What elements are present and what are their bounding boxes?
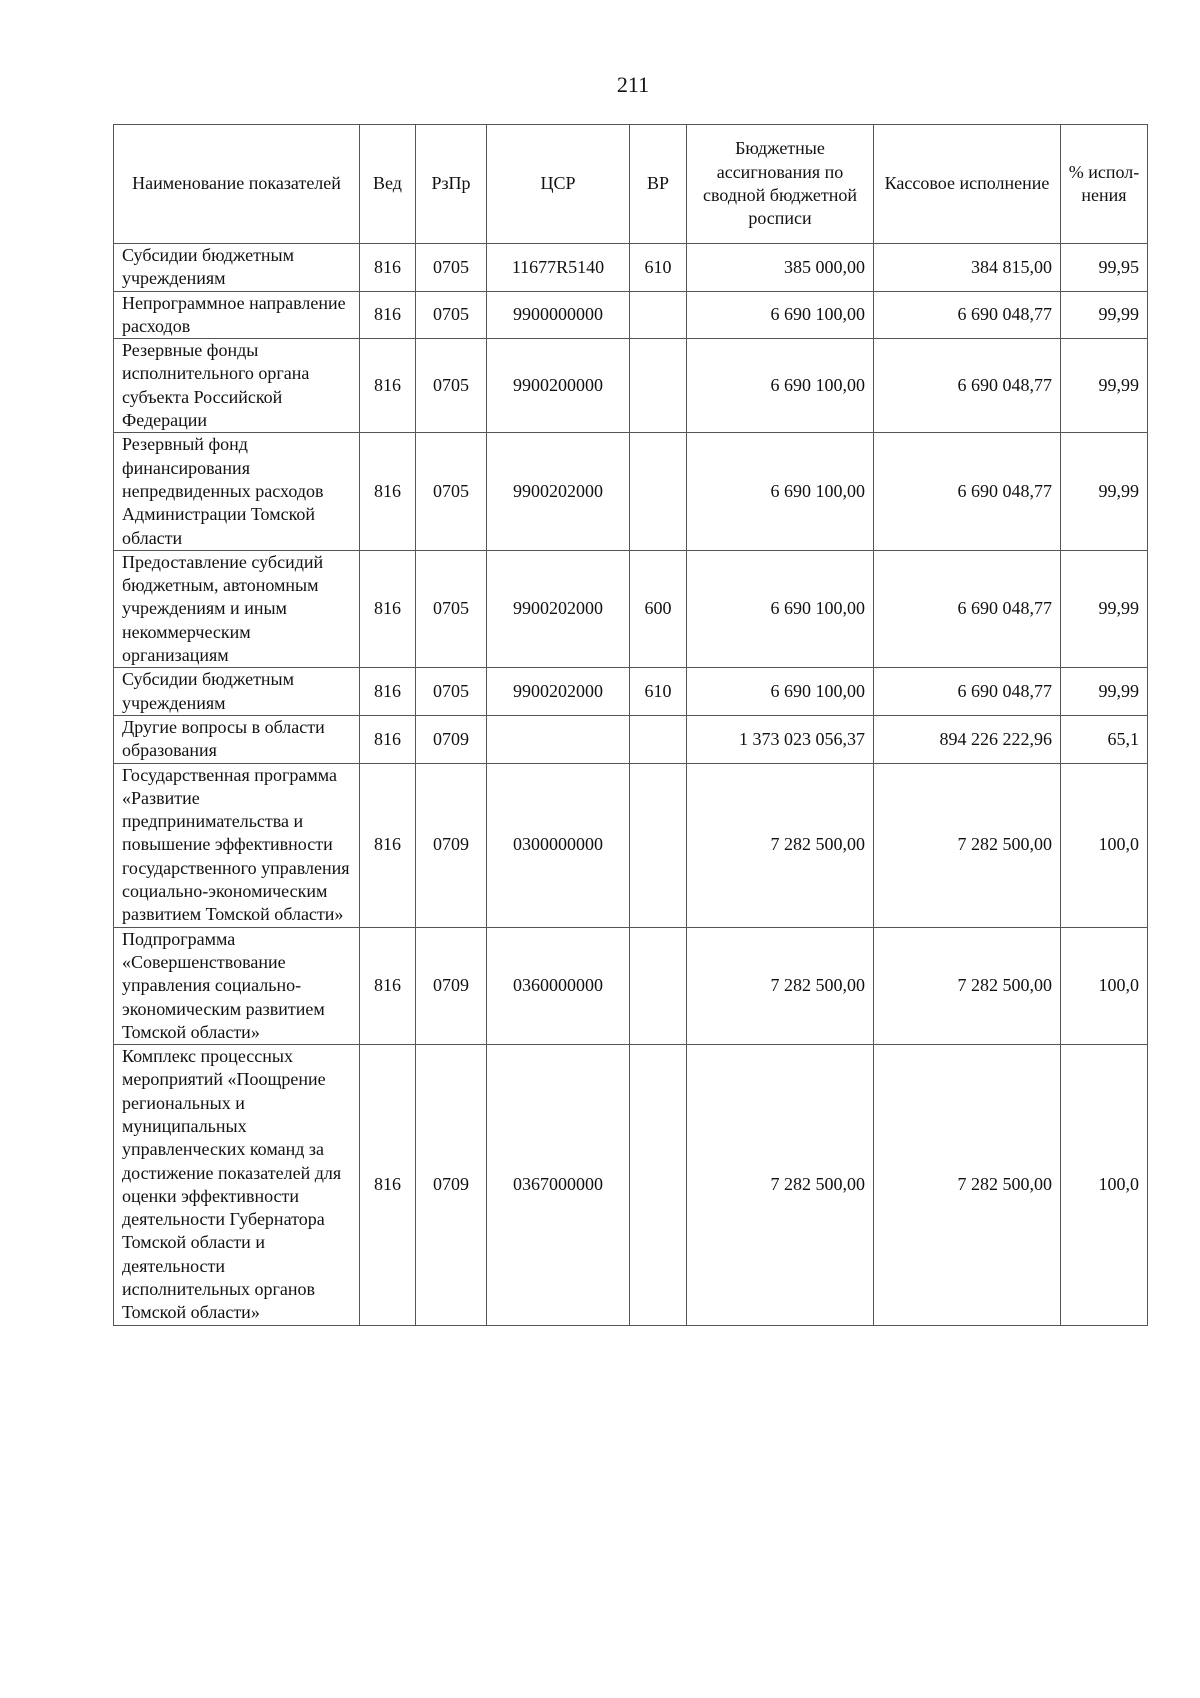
- cell-pct: 100,0: [1061, 927, 1148, 1044]
- cell-rzpr: 0705: [416, 291, 487, 339]
- cell-vr: [630, 927, 687, 1044]
- cell-csr: 9900000000: [487, 291, 630, 339]
- table-row: [114, 291, 1148, 339]
- page-number: 211: [616, 72, 650, 97]
- cell-budget: 385 000,00: [687, 244, 874, 292]
- table-row: [114, 1045, 1148, 1326]
- table-row: [114, 433, 1148, 550]
- column-header-vr: ВР: [630, 125, 687, 244]
- cell-vr: [630, 715, 687, 763]
- cell-vr: [630, 433, 687, 550]
- cell-name: Субсидии бюджетным учреждениям: [114, 668, 360, 716]
- cell-ved: 816: [360, 433, 416, 550]
- cell-pct: 99,95: [1061, 244, 1148, 292]
- column-header-cash: Кассовое исполнение: [874, 125, 1061, 244]
- cell-ved: 816: [360, 244, 416, 292]
- cell-name: Государственная программа «Развитие предпринимательства и повышение эффективности государственного управления социально-экономическим развитием Томской области»: [114, 763, 360, 927]
- cell-name: Другие вопросы в области образования: [114, 715, 360, 763]
- table-row: [114, 339, 1148, 433]
- cell-pct: 100,0: [1061, 1045, 1148, 1326]
- cell-pct: 100,0: [1061, 763, 1148, 927]
- cell-name: Субсидии бюджетным учреждениям: [114, 244, 360, 292]
- cell-cash: 6 690 048,77: [874, 550, 1061, 667]
- cell-csr: [487, 715, 630, 763]
- cell-budget: 6 690 100,00: [687, 668, 874, 716]
- cell-vr: [630, 763, 687, 927]
- cell-rzpr: 0705: [416, 339, 487, 433]
- cell-rzpr: 0705: [416, 550, 487, 667]
- cell-pct: 99,99: [1061, 291, 1148, 339]
- cell-budget: 7 282 500,00: [687, 763, 874, 927]
- cell-cash: 6 690 048,77: [874, 339, 1061, 433]
- cell-name: Резервные фонды исполнительного органа субъекта Российской Федерации: [114, 339, 360, 433]
- budget-execution-table: [113, 124, 1148, 1326]
- cell-pct: 99,99: [1061, 668, 1148, 716]
- table-row: [114, 668, 1148, 716]
- cell-name: Предоставление субсидий бюджетным, автономным учреждениям и иным некоммерческим организациям: [114, 550, 360, 667]
- table-row: [114, 550, 1148, 667]
- cell-ved: 816: [360, 715, 416, 763]
- cell-ved: 816: [360, 927, 416, 1044]
- table-row: [114, 244, 1148, 292]
- cell-rzpr: 0709: [416, 715, 487, 763]
- cell-vr: [630, 291, 687, 339]
- table-row: [114, 763, 1148, 927]
- cell-rzpr: 0709: [416, 763, 487, 927]
- cell-vr: [630, 339, 687, 433]
- cell-ved: 816: [360, 550, 416, 667]
- cell-budget: 1 373 023 056,37: [687, 715, 874, 763]
- cell-vr: 610: [630, 668, 687, 716]
- cell-cash: 6 690 048,77: [874, 291, 1061, 339]
- cell-ved: 816: [360, 291, 416, 339]
- cell-rzpr: 0705: [416, 244, 487, 292]
- cell-cash: 894 226 222,96: [874, 715, 1061, 763]
- cell-csr: 0300000000: [487, 763, 630, 927]
- cell-vr: 610: [630, 244, 687, 292]
- cell-cash: 7 282 500,00: [874, 927, 1061, 1044]
- table-row: [114, 927, 1148, 1044]
- cell-budget: 7 282 500,00: [687, 927, 874, 1044]
- cell-csr: 11677R5140: [487, 244, 630, 292]
- cell-cash: 384 815,00: [874, 244, 1061, 292]
- cell-csr: 0360000000: [487, 927, 630, 1044]
- cell-cash: 7 282 500,00: [874, 763, 1061, 927]
- cell-cash: 6 690 048,77: [874, 668, 1061, 716]
- cell-name: Непрограммное направление расходов: [114, 291, 360, 339]
- cell-ved: 816: [360, 763, 416, 927]
- cell-ved: 816: [360, 1045, 416, 1326]
- cell-csr: 9900202000: [487, 433, 630, 550]
- table-row: [114, 715, 1148, 763]
- cell-rzpr: 0705: [416, 668, 487, 716]
- cell-name: Подпрограмма «Совершенствование управления социально-экономическим развитием Томской области»: [114, 927, 360, 1044]
- cell-cash: 7 282 500,00: [874, 1045, 1061, 1326]
- cell-budget: 6 690 100,00: [687, 291, 874, 339]
- cell-rzpr: 0709: [416, 927, 487, 1044]
- cell-vr: 600: [630, 550, 687, 667]
- cell-budget: 6 690 100,00: [687, 339, 874, 433]
- cell-ved: 816: [360, 668, 416, 716]
- cell-cash: 6 690 048,77: [874, 433, 1061, 550]
- cell-pct: 99,99: [1061, 433, 1148, 550]
- cell-pct: 99,99: [1061, 339, 1148, 433]
- table-header-row: [114, 125, 1148, 244]
- cell-name: Резервный фонд финансирования непредвиденных расходов Администрации Томской области: [114, 433, 360, 550]
- column-header-name: Наименование показателей: [114, 125, 360, 244]
- cell-vr: [630, 1045, 687, 1326]
- cell-budget: 7 282 500,00: [687, 1045, 874, 1326]
- cell-csr: 9900202000: [487, 550, 630, 667]
- cell-csr: 9900202000: [487, 668, 630, 716]
- cell-budget: 6 690 100,00: [687, 433, 874, 550]
- cell-csr: 9900200000: [487, 339, 630, 433]
- cell-rzpr: 0705: [416, 433, 487, 550]
- cell-name: Комплекс процессных мероприятий «Поощрение региональных и муниципальных управленческих команд за достижение показателей для оценки эффективности деятельности Губернатора Томской области и деятельности исполнительных органов Томской области»: [114, 1045, 360, 1326]
- cell-pct: 65,1: [1061, 715, 1148, 763]
- cell-ved: 816: [360, 339, 416, 433]
- cell-budget: 6 690 100,00: [687, 550, 874, 667]
- column-header-budget: Бюджетные ассигнования по сводной бюджетной росписи: [687, 125, 874, 244]
- column-header-ved: Вед: [360, 125, 416, 244]
- column-header-rzpr: РзПр: [416, 125, 487, 244]
- cell-csr: 0367000000: [487, 1045, 630, 1326]
- column-header-csr: ЦСР: [487, 125, 630, 244]
- cell-pct: 99,99: [1061, 550, 1148, 667]
- cell-rzpr: 0709: [416, 1045, 487, 1326]
- column-header-pct: % испол-нения: [1061, 125, 1148, 244]
